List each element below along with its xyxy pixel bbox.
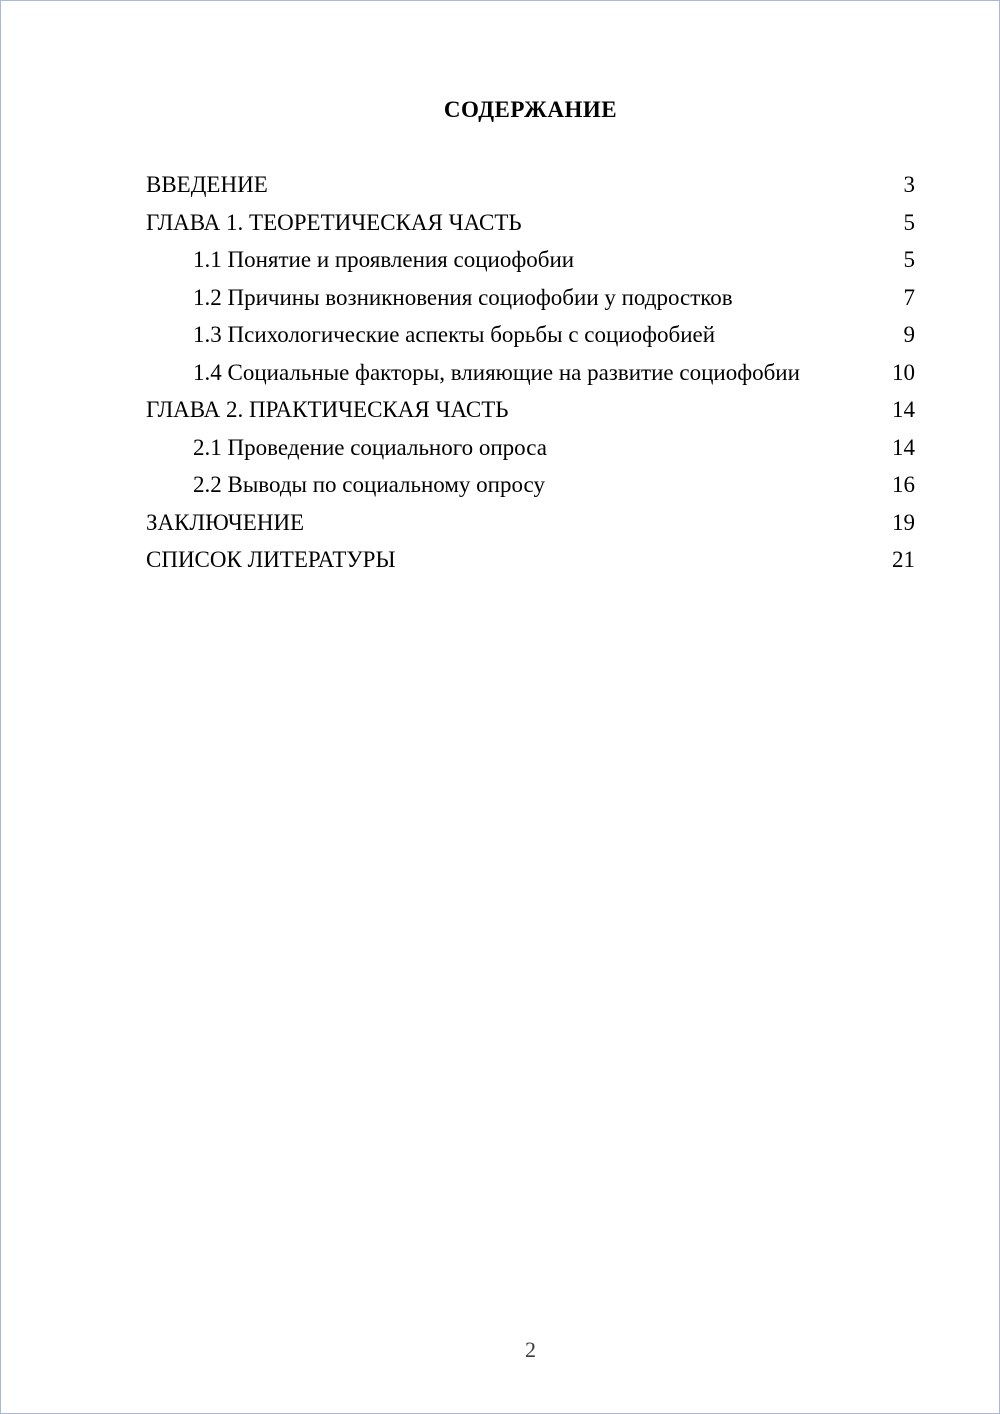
toc-entry	[1, 279, 999, 317]
footer-page-number: 2	[525, 1337, 536, 1362]
toc-entry-label: СПИСОК ЛИТЕРАТУРЫ	[146, 547, 396, 572]
toc-list	[1, 166, 999, 579]
toc-entry	[1, 429, 999, 467]
toc-entry-page: 5	[903, 209, 915, 235]
toc-entry-page: 21	[892, 547, 915, 572]
toc-entry-page: 19	[892, 509, 915, 535]
toc-entry	[1, 541, 999, 579]
toc-entry-label: 1.3 Психологические аспекты борьбы с социофобией	[193, 322, 716, 347]
toc-entry-page: 7	[903, 284, 915, 310]
toc-entry	[1, 354, 999, 392]
toc-entry	[1, 241, 999, 279]
page-title: СОДЕРЖАНИЕ	[443, 97, 618, 122]
toc-entry-page: 16	[892, 472, 915, 497]
toc-entry-page: 14	[892, 397, 915, 422]
toc-entry-page: 14	[892, 434, 915, 460]
toc-entry-label: 1.1 Понятие и проявления социофобии	[193, 247, 575, 272]
toc-entry-page: 3	[903, 172, 915, 197]
toc-entry	[1, 504, 999, 542]
toc-entry-label: ЗАКЛЮЧЕНИЕ	[146, 509, 305, 535]
toc-entry	[1, 466, 999, 504]
toc-entry-label: 2.2 Выводы по социальному опросу	[193, 472, 545, 497]
toc-entry-label: 2.1 Проведение социального опроса	[193, 434, 547, 460]
toc-entry-page: 9	[903, 322, 915, 347]
toc-entry	[1, 204, 999, 242]
toc-entry	[1, 166, 999, 204]
toc-entry-page: 10	[892, 359, 915, 385]
toc-entry-label: 1.4 Социальные факторы, влияющие на развитие социофобии	[193, 359, 800, 385]
toc-entry	[1, 391, 999, 429]
toc-entry-page: 5	[903, 247, 915, 272]
toc-entry-label: 1.2 Причины возникновения социофобии у подростков	[193, 284, 733, 310]
toc-entry-label: ГЛАВА 1. ТЕОРЕТИЧЕСКАЯ ЧАСТЬ	[146, 209, 522, 235]
toc-entry-label: ВВЕДЕНИЕ	[146, 172, 268, 197]
toc-entry	[1, 316, 999, 354]
toc-entry-label: ГЛАВА 2. ПРАКТИЧЕСКАЯ ЧАСТЬ	[146, 397, 509, 422]
